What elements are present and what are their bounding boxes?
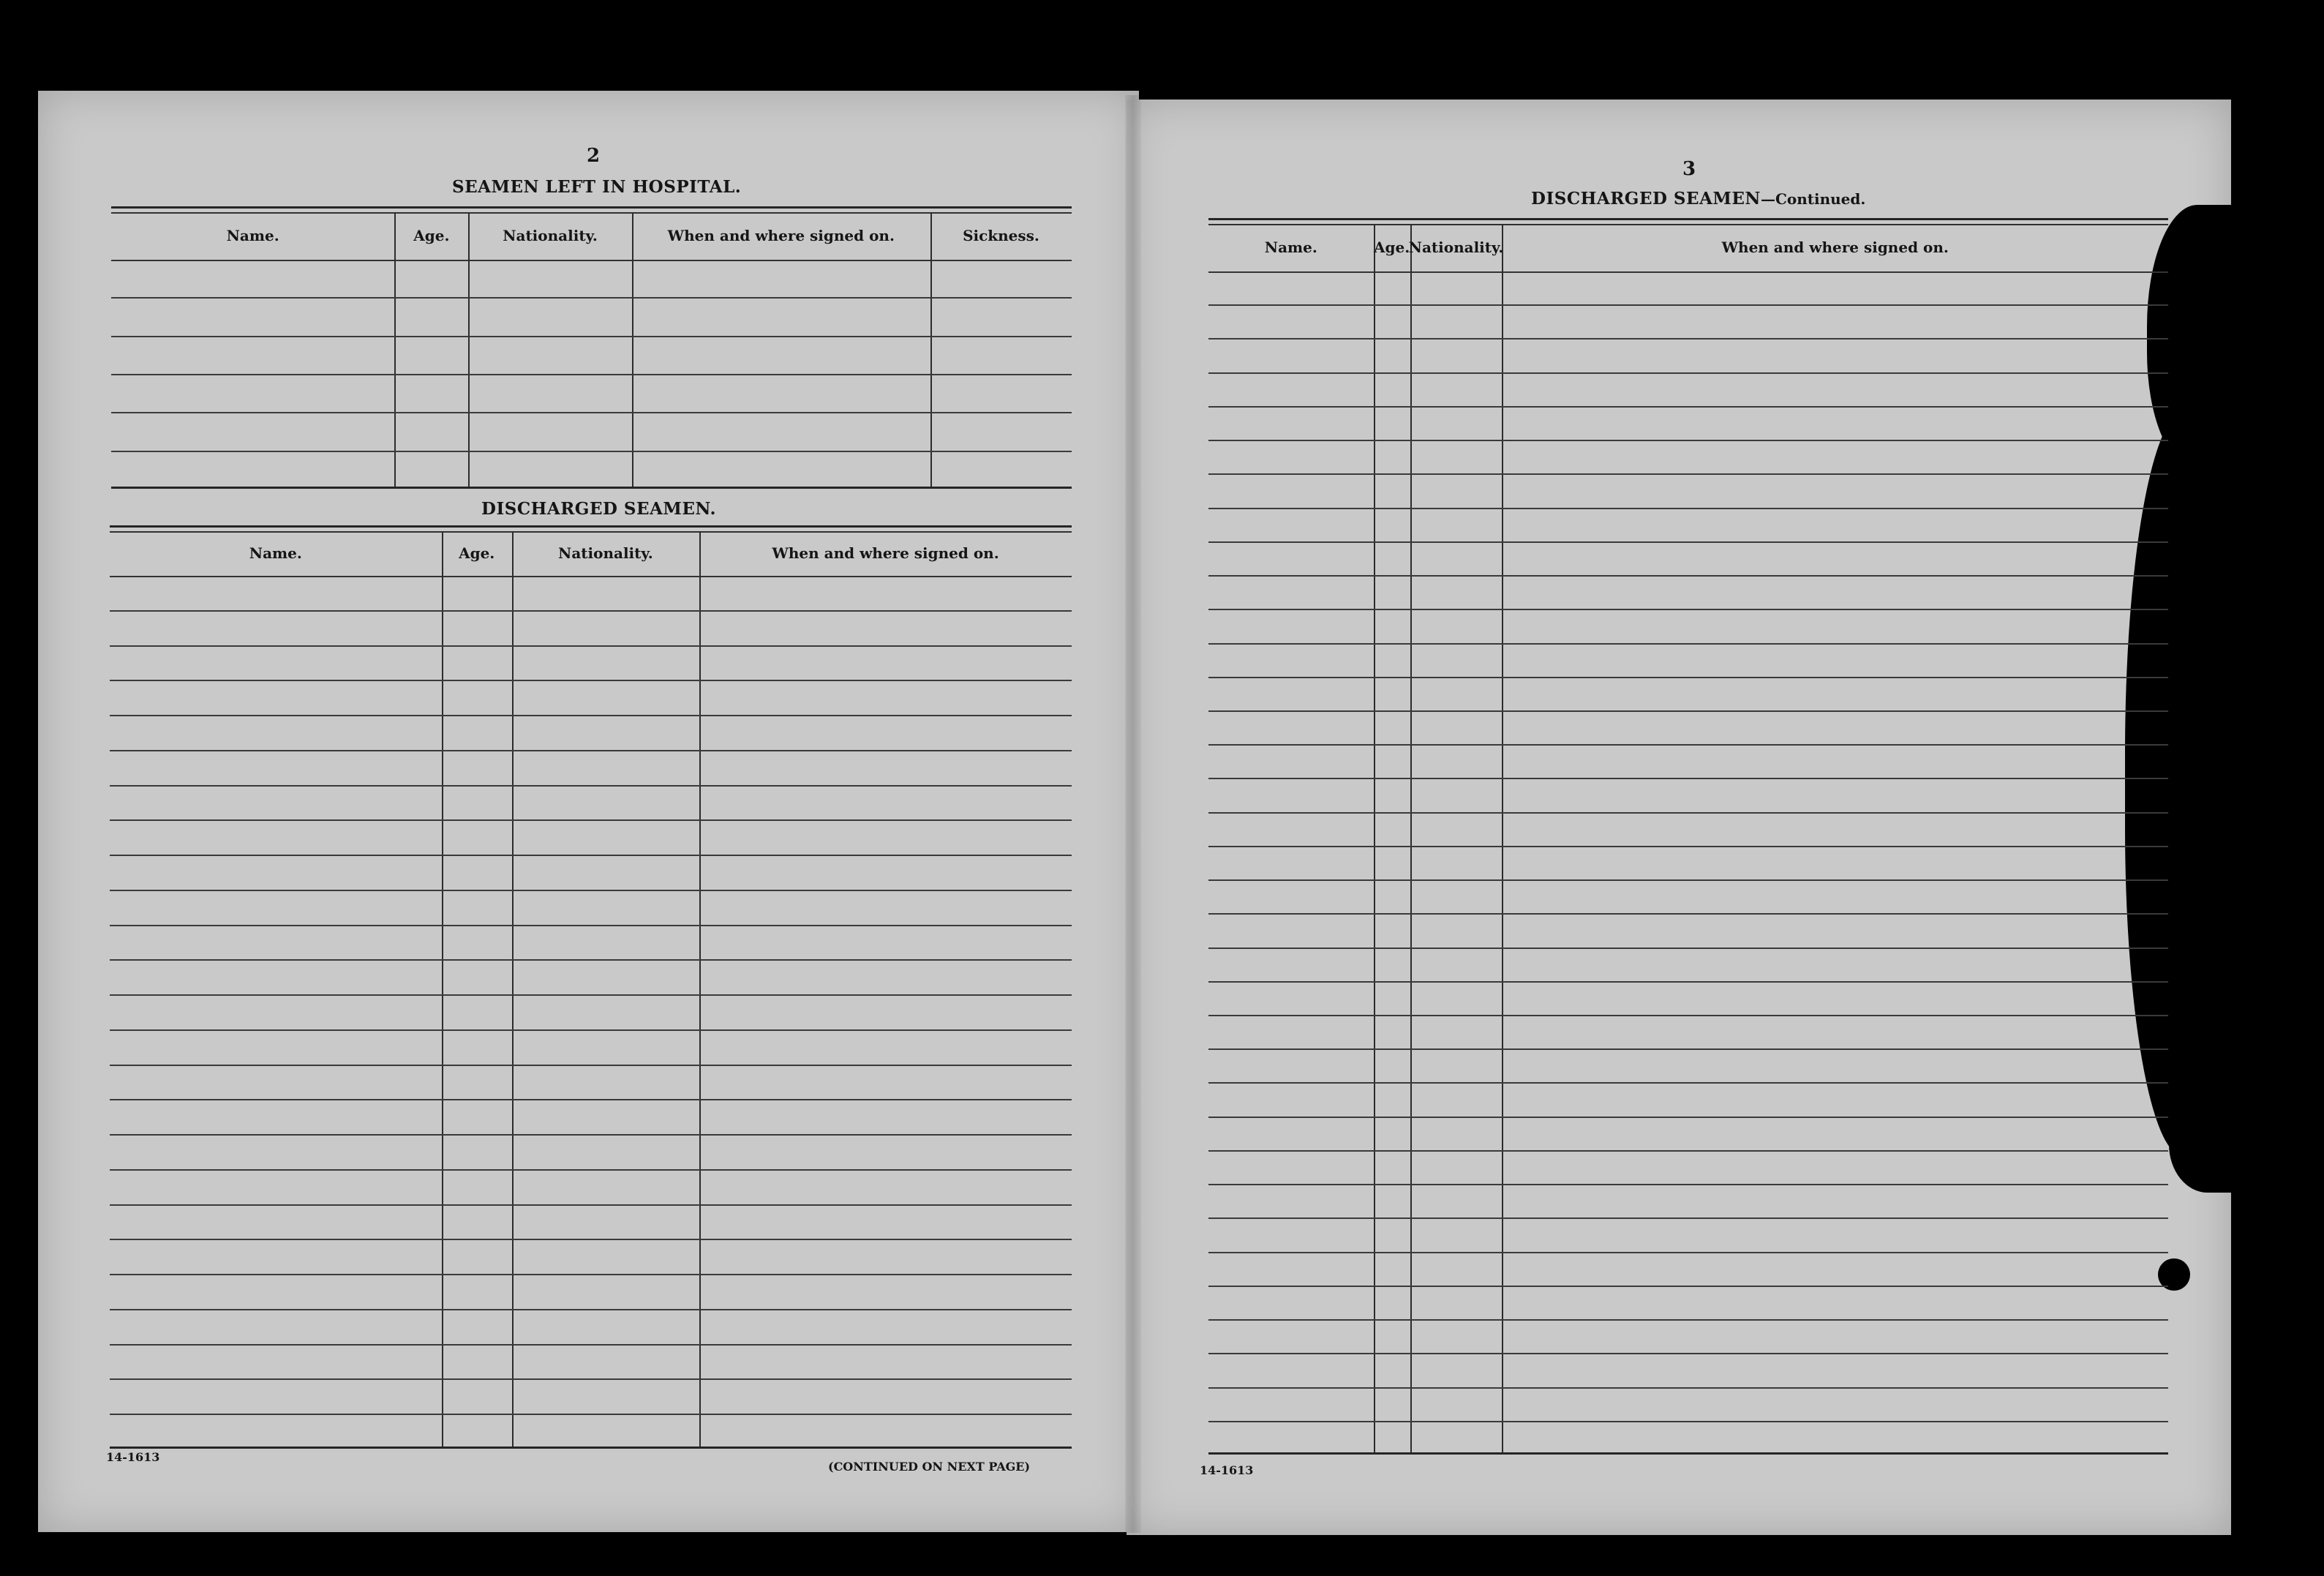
table-row xyxy=(110,1239,1072,1240)
table-row xyxy=(110,610,1072,612)
table-row xyxy=(1208,1184,2168,1185)
table-row xyxy=(1208,440,2168,441)
table-row xyxy=(111,374,1072,375)
table-bottom-rule xyxy=(110,1446,1072,1449)
table-row xyxy=(1208,508,2168,509)
discharged-section-title: DISCHARGED SEAMEN. xyxy=(481,499,716,519)
table-row xyxy=(110,1378,1072,1380)
column-divider xyxy=(512,531,514,1449)
table-row xyxy=(110,890,1072,891)
column-heading: Name. xyxy=(249,544,302,562)
table-row xyxy=(1208,948,2168,949)
column-divider xyxy=(442,531,443,1449)
column-divider xyxy=(1374,224,1375,1455)
column-divider xyxy=(699,531,701,1449)
column-heading: When and where signed on. xyxy=(667,227,895,244)
discharged-continued-title-suffix: —Continued. xyxy=(1760,190,1866,208)
table-row xyxy=(1208,338,2168,339)
table-row xyxy=(110,750,1072,751)
column-heading: Age. xyxy=(1373,239,1410,256)
table-row xyxy=(1208,1421,2168,1422)
table-row xyxy=(1208,1117,2168,1118)
torn-edge xyxy=(2169,1083,2257,1193)
table-row xyxy=(110,819,1072,821)
column-heading: Age. xyxy=(459,544,495,562)
table-row xyxy=(111,451,1072,452)
discharged-continued-table xyxy=(1208,218,2168,1455)
hospital-table xyxy=(111,206,1072,489)
table-row xyxy=(110,855,1072,856)
column-heading: Nationality. xyxy=(503,227,598,244)
column-divider xyxy=(1410,224,1412,1455)
table-row xyxy=(1208,913,2168,915)
table-row xyxy=(110,925,1072,926)
column-divider xyxy=(1502,224,1503,1455)
table-row xyxy=(1208,812,2168,814)
table-row xyxy=(110,959,1072,961)
column-heading: When and where signed on. xyxy=(1721,239,1949,256)
table-row xyxy=(110,1099,1072,1100)
column-heading: Sickness. xyxy=(963,227,1039,244)
table-row xyxy=(110,645,1072,647)
table-row xyxy=(1208,1387,2168,1389)
column-heading: Name. xyxy=(1264,239,1317,256)
table-row xyxy=(1208,609,2168,610)
table-row xyxy=(1208,981,2168,983)
table-row xyxy=(1208,304,2168,306)
column-heading: Age. xyxy=(413,227,450,244)
table-row xyxy=(110,1029,1072,1031)
column-heading: When and where signed on. xyxy=(772,544,999,562)
table-row xyxy=(1208,643,2168,645)
table-row xyxy=(1208,879,2168,881)
form-number-left: 14-1613 xyxy=(106,1450,160,1464)
page-number-left: 2 xyxy=(587,145,601,167)
table-row xyxy=(111,412,1072,413)
continued-note: (CONTINUED ON NEXT PAGE) xyxy=(828,1460,1031,1474)
table-row xyxy=(111,297,1072,299)
table-row xyxy=(1208,541,2168,543)
table-row xyxy=(110,1065,1072,1066)
table-row xyxy=(1208,1015,2168,1016)
table-row xyxy=(1208,710,2168,712)
table-bottom-rule xyxy=(1208,1452,2168,1455)
table-row xyxy=(110,1169,1072,1171)
discharged-table xyxy=(110,525,1072,1449)
column-heading: Nationality. xyxy=(558,544,653,562)
table-bottom-rule xyxy=(111,487,1072,489)
table-row xyxy=(1208,1319,2168,1321)
discharged-continued-title-main: DISCHARGED SEAMEN xyxy=(1531,189,1761,209)
table-row xyxy=(1208,1252,2168,1253)
table-row xyxy=(110,1414,1072,1415)
table-row xyxy=(1208,1353,2168,1354)
table-row xyxy=(1208,473,2168,475)
table-row xyxy=(110,785,1072,787)
table-row xyxy=(1208,372,2168,374)
column-heading: Name. xyxy=(226,227,279,244)
page-number-right: 3 xyxy=(1682,158,1696,180)
table-row xyxy=(1208,677,2168,678)
table-row xyxy=(110,1344,1072,1346)
table-row xyxy=(110,1134,1072,1136)
table-row xyxy=(1208,1082,2168,1084)
center-fold xyxy=(1125,95,1141,1533)
table-row xyxy=(110,1309,1072,1310)
table-row xyxy=(1208,575,2168,577)
table-row xyxy=(1208,744,2168,746)
table-row xyxy=(1208,1286,2168,1287)
table-row xyxy=(1208,1048,2168,1050)
table-row xyxy=(110,994,1072,996)
table-row xyxy=(111,336,1072,337)
table-row xyxy=(1208,846,2168,847)
column-heading: Nationality. xyxy=(1408,239,1504,256)
table-row xyxy=(1208,406,2168,408)
table-row xyxy=(110,1274,1072,1275)
hospital-section-title: SEAMEN LEFT IN HOSPITAL. xyxy=(452,177,742,197)
discharged-continued-title xyxy=(1531,189,1865,209)
table-row xyxy=(1208,778,2168,779)
table-row xyxy=(1208,1217,2168,1219)
form-number-right: 14-1613 xyxy=(1200,1463,1254,1477)
table-row xyxy=(110,1204,1072,1206)
table-row xyxy=(110,680,1072,681)
table-row xyxy=(1208,1150,2168,1152)
table-row xyxy=(110,715,1072,716)
